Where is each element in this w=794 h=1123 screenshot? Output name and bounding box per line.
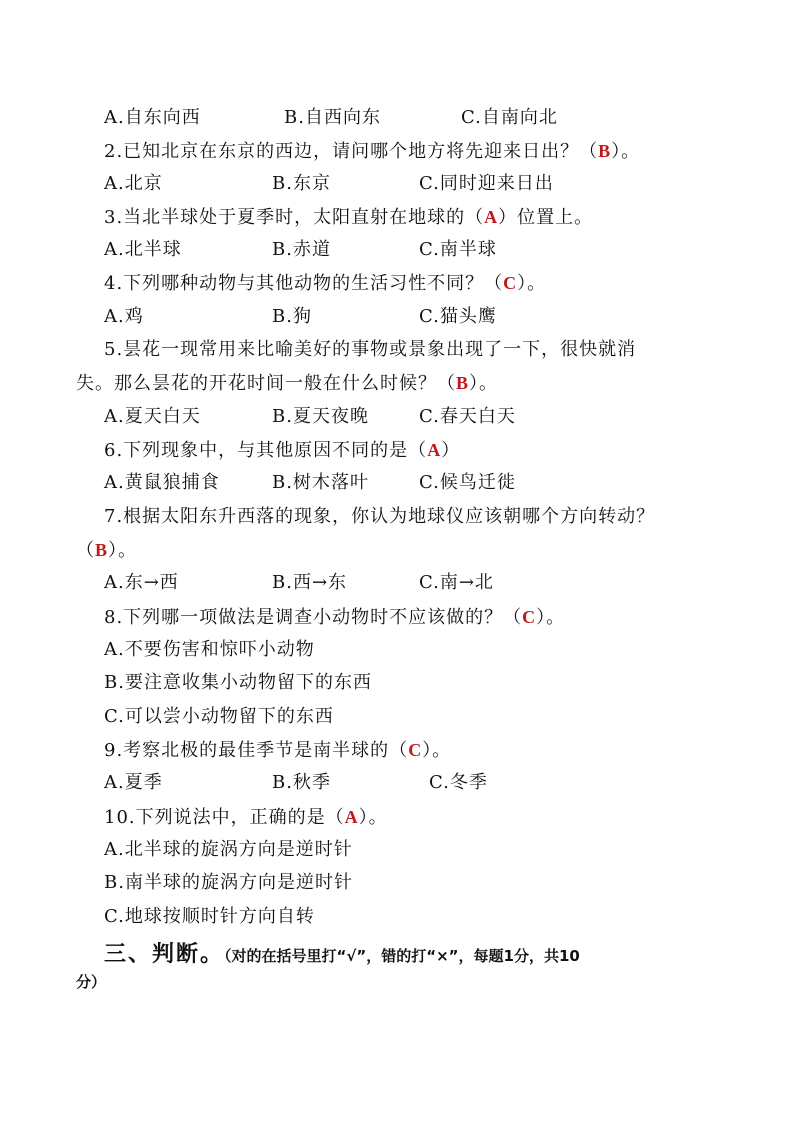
q6-text: 6.下列现象中，与其他原因不同的是（ xyxy=(104,440,428,461)
q10-answer: A xyxy=(344,807,359,827)
q4-text: 4.下列哪种动物与其他动物的生活习性不同？（ xyxy=(104,273,504,294)
q5-option-c: C.春天白天 xyxy=(419,406,516,427)
q10-question xyxy=(104,805,388,830)
q7-question-line2 xyxy=(76,538,137,563)
q9-text-end: ）。 xyxy=(422,740,452,761)
q5-text-end: ）。 xyxy=(469,373,499,394)
q6-answer: A xyxy=(427,440,442,460)
q3-option-a: A.北半球 xyxy=(104,239,182,260)
q4-answer: C xyxy=(503,273,518,293)
q9-option-b: B.秋季 xyxy=(272,772,331,793)
q8-answer: C xyxy=(522,607,537,627)
q10-option-c: C.地球按顺时针方向自转 xyxy=(104,906,315,927)
section-3-instructions-continued: 分） xyxy=(76,973,107,991)
q1-option-a: A.自东向西 xyxy=(104,107,201,128)
q4-text-end: ）。 xyxy=(517,273,547,294)
section-3-title: 三、判断。 xyxy=(104,942,225,967)
q7-answer: B xyxy=(95,540,109,560)
q7-option-c: C.南→北 xyxy=(419,572,494,593)
q1-option-b: B.自西向东 xyxy=(284,107,381,128)
q2-text-end: ）。 xyxy=(611,141,641,162)
q3-option-c: C.南半球 xyxy=(419,239,497,260)
q8-option-a: A.不要伤害和惊吓小动物 xyxy=(104,639,315,660)
q6-question xyxy=(104,438,460,463)
q3-text: 3.当北半球处于夏季时，太阳直射在地球的（ xyxy=(104,207,485,228)
q9-answer: C xyxy=(408,740,423,760)
section-3-instructions: （对的在括号里打“√”，错的打“×”，每题1分，共10 xyxy=(224,947,580,965)
q3-text-end: ）位置上。 xyxy=(498,207,594,228)
q2-question xyxy=(104,139,640,164)
section-3-heading xyxy=(104,937,580,968)
q5-answer: B xyxy=(456,373,470,393)
q4-option-c: C.猫头鹰 xyxy=(419,306,497,327)
q5-question-line1: 5.昙花一现常用来比喻美好的事物或景象出现了一下，很快就消 xyxy=(104,339,637,360)
q10-option-b: B.南半球的旋涡方向是逆时针 xyxy=(104,872,353,893)
q10-option-a: A.北半球的旋涡方向是逆时针 xyxy=(104,839,353,860)
q2-option-a: A.北京 xyxy=(104,173,163,194)
q2-option-b: B.东京 xyxy=(272,173,331,194)
q8-text: 8.下列哪一项做法是调查小动物时不应该做的？（ xyxy=(104,607,523,628)
q6-text-end: ） xyxy=(441,440,461,461)
q8-question xyxy=(104,605,565,630)
q7-option-b: B.西→东 xyxy=(272,572,348,593)
q5-option-a: A.夏天白天 xyxy=(104,406,201,427)
q4-question xyxy=(104,271,546,296)
q10-text-end: ）。 xyxy=(358,807,388,828)
q4-option-b: B.狗 xyxy=(272,306,312,327)
q7-question-line1: 7.根据太阳东升西落的现象，你认为地球仪应该朝哪个方向转动？ xyxy=(104,506,656,527)
q5-question-line2 xyxy=(76,371,498,396)
q9-option-a: A.夏季 xyxy=(104,772,163,793)
q6-option-c: C.候鸟迁徙 xyxy=(419,472,516,493)
q1-option-c: C.自南向北 xyxy=(461,107,558,128)
q7-option-a: A.东→西 xyxy=(104,572,179,593)
q3-question xyxy=(104,205,593,230)
q6-option-a: A.黄鼠狼捕食 xyxy=(104,472,220,493)
q10-text: 10.下列说法中，正确的是（ xyxy=(104,807,345,828)
q9-text: 9.考察北极的最佳季节是南半球的（ xyxy=(104,740,409,761)
q4-option-a: A.鸡 xyxy=(104,306,144,327)
q2-text: 2.已知北京在东京的西边，请问哪个地方将先迎来日出？（ xyxy=(104,141,599,162)
q9-option-c: C.冬季 xyxy=(429,772,488,793)
q8-option-b: B.要注意收集小动物留下的东西 xyxy=(104,672,372,693)
q2-option-c: C.同时迎来日出 xyxy=(419,173,554,194)
q7-text-end: ）。 xyxy=(108,540,138,561)
q5-text: 失。那么昙花的开花时间一般在什么时候？（ xyxy=(76,373,456,394)
q8-option-c: C.可以尝小动物留下的东西 xyxy=(104,706,334,727)
q8-text-end: ）。 xyxy=(536,607,566,628)
q6-option-b: B.树木落叶 xyxy=(272,472,369,493)
q3-option-b: B.赤道 xyxy=(272,239,331,260)
q3-answer: A xyxy=(484,207,499,227)
q5-option-b: B.夏天夜晚 xyxy=(272,406,369,427)
q9-question xyxy=(104,738,451,763)
q2-answer: B xyxy=(598,141,612,161)
q7-text: （ xyxy=(76,540,95,561)
